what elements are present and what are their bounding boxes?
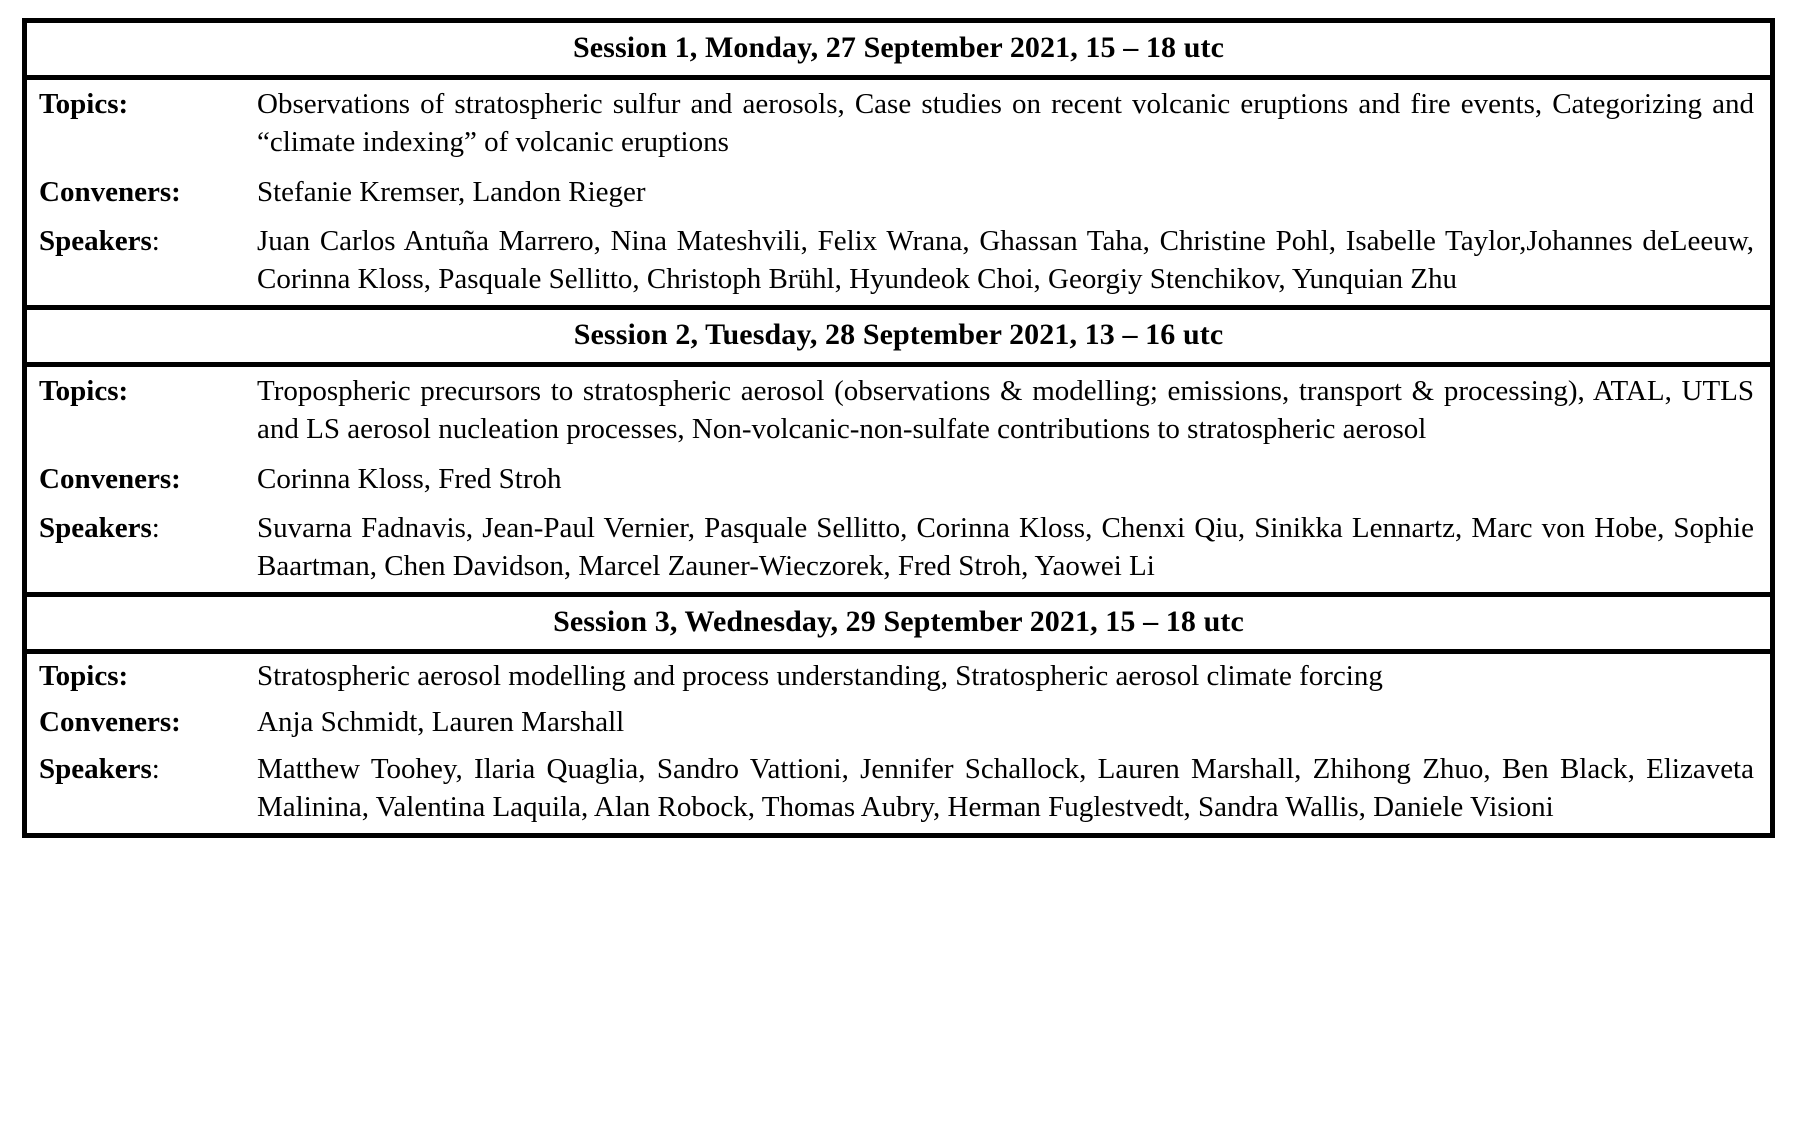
session-1-speakers-row bbox=[27, 217, 1770, 304]
session-2-speakers-value: Suvarna Fadnavis, Jean-Paul Vernier, Pasquale Sellitto, Corinna Kloss, Chenxi Qiu, Sinikka Lennartz, Marc von Hobe, Sophie Baartman, Chen Davidson, Marcel Zauner-Wieczorek, Fred Stroh, Yaowei Li bbox=[257, 512, 1754, 582]
topics-label bbox=[39, 658, 257, 696]
session-1-speakers-value: Juan Carlos Antuña Marrero, Nina Mateshvili, Felix Wrana, Ghassan Taha, Christine Pohl, Isabelle Taylor,Johannes deLeeuw, Corinna Kloss, Pasquale Sellitto, Christoph Brühl, Hyundeok Choi, Georgiy Stenchikov, Yunquian Zhu bbox=[257, 225, 1754, 296]
session-2-topics-value: Tropospheric precursors to stratospheric aerosol (observations & modelling; emissions, transport & processing), ATAL, UTLS and LS aerosol nucleation processes, Non-volcanic-non-sulfate contributions to stratospheric aerosol bbox=[257, 375, 1754, 445]
topics-label-text: Topics: bbox=[39, 375, 129, 408]
session-3-topics-row bbox=[27, 654, 1770, 700]
topics-label bbox=[39, 373, 257, 411]
topics-label bbox=[39, 86, 257, 124]
session-2-speakers-row bbox=[27, 504, 1770, 591]
sessions-table bbox=[22, 18, 1775, 838]
conveners-label bbox=[39, 704, 257, 742]
conveners-label-text: Conveners: bbox=[39, 462, 181, 495]
session-2-conveners-value: Corinna Kloss, Fred Stroh bbox=[257, 462, 562, 495]
session-1-conveners-row bbox=[27, 168, 1770, 218]
session-3-header: Session 3, Wednesday, 29 September 2021, 15 – 18 utc bbox=[27, 597, 1770, 654]
conveners-label-text: Conveners: bbox=[39, 705, 181, 738]
topics-label-text: Topics: bbox=[39, 660, 129, 693]
session-2-conveners-row bbox=[27, 455, 1770, 505]
topics-label-text: Topics: bbox=[39, 88, 129, 121]
session-1-header: Session 1, Monday, 27 September 2021, 15 – 18 utc bbox=[27, 23, 1770, 80]
session-3-topics-value: Stratospheric aerosol modelling and process understanding, Stratospheric aerosol climate forcing bbox=[257, 660, 1383, 693]
speakers-label-colon: : bbox=[151, 512, 160, 545]
session-1-conveners-value: Stefanie Kremser, Landon Rieger bbox=[257, 175, 646, 208]
session-3-conveners-value: Anja Schmidt, Lauren Marshall bbox=[257, 705, 625, 738]
conveners-label bbox=[39, 174, 257, 212]
session-3-conveners-row bbox=[27, 700, 1770, 746]
session-2-topics-row bbox=[27, 367, 1770, 454]
session-2-header: Session 2, Tuesday, 28 September 2021, 13 – 16 utc bbox=[27, 310, 1770, 367]
session-block-3 bbox=[27, 592, 1770, 833]
speakers-label-colon: : bbox=[151, 225, 160, 258]
session-block-1 bbox=[27, 23, 1770, 305]
conveners-label bbox=[39, 461, 257, 499]
speakers-label-text: Speakers bbox=[39, 225, 152, 258]
conveners-label-text: Conveners: bbox=[39, 175, 181, 208]
speakers-label bbox=[39, 751, 257, 789]
session-1-topics-value: Observations of stratospheric sulfur and aerosols, Case studies on recent volcanic eruptions and fire events, Categorizing and “climate indexing” of volcanic eruptions bbox=[257, 88, 1754, 159]
speakers-label bbox=[39, 223, 257, 261]
speakers-label-text: Speakers bbox=[39, 753, 152, 786]
session-1-topics-row bbox=[27, 80, 1770, 167]
speakers-label-text: Speakers bbox=[39, 512, 152, 545]
session-3-speakers-row bbox=[27, 745, 1770, 832]
session-3-speakers-value: Matthew Toohey, Ilaria Quaglia, Sandro Vattioni, Jennifer Schallock, Lauren Marshall, Zhihong Zhuo, Ben Black, Elizaveta Malinina, Valentina Laquila, Alan Robock, Thomas Aubry, Herman Fuglestvedt, Sandra Wallis, Daniele Visioni bbox=[257, 753, 1754, 824]
speakers-label bbox=[39, 510, 257, 548]
speakers-label-colon: : bbox=[151, 753, 160, 786]
session-block-2 bbox=[27, 305, 1770, 592]
